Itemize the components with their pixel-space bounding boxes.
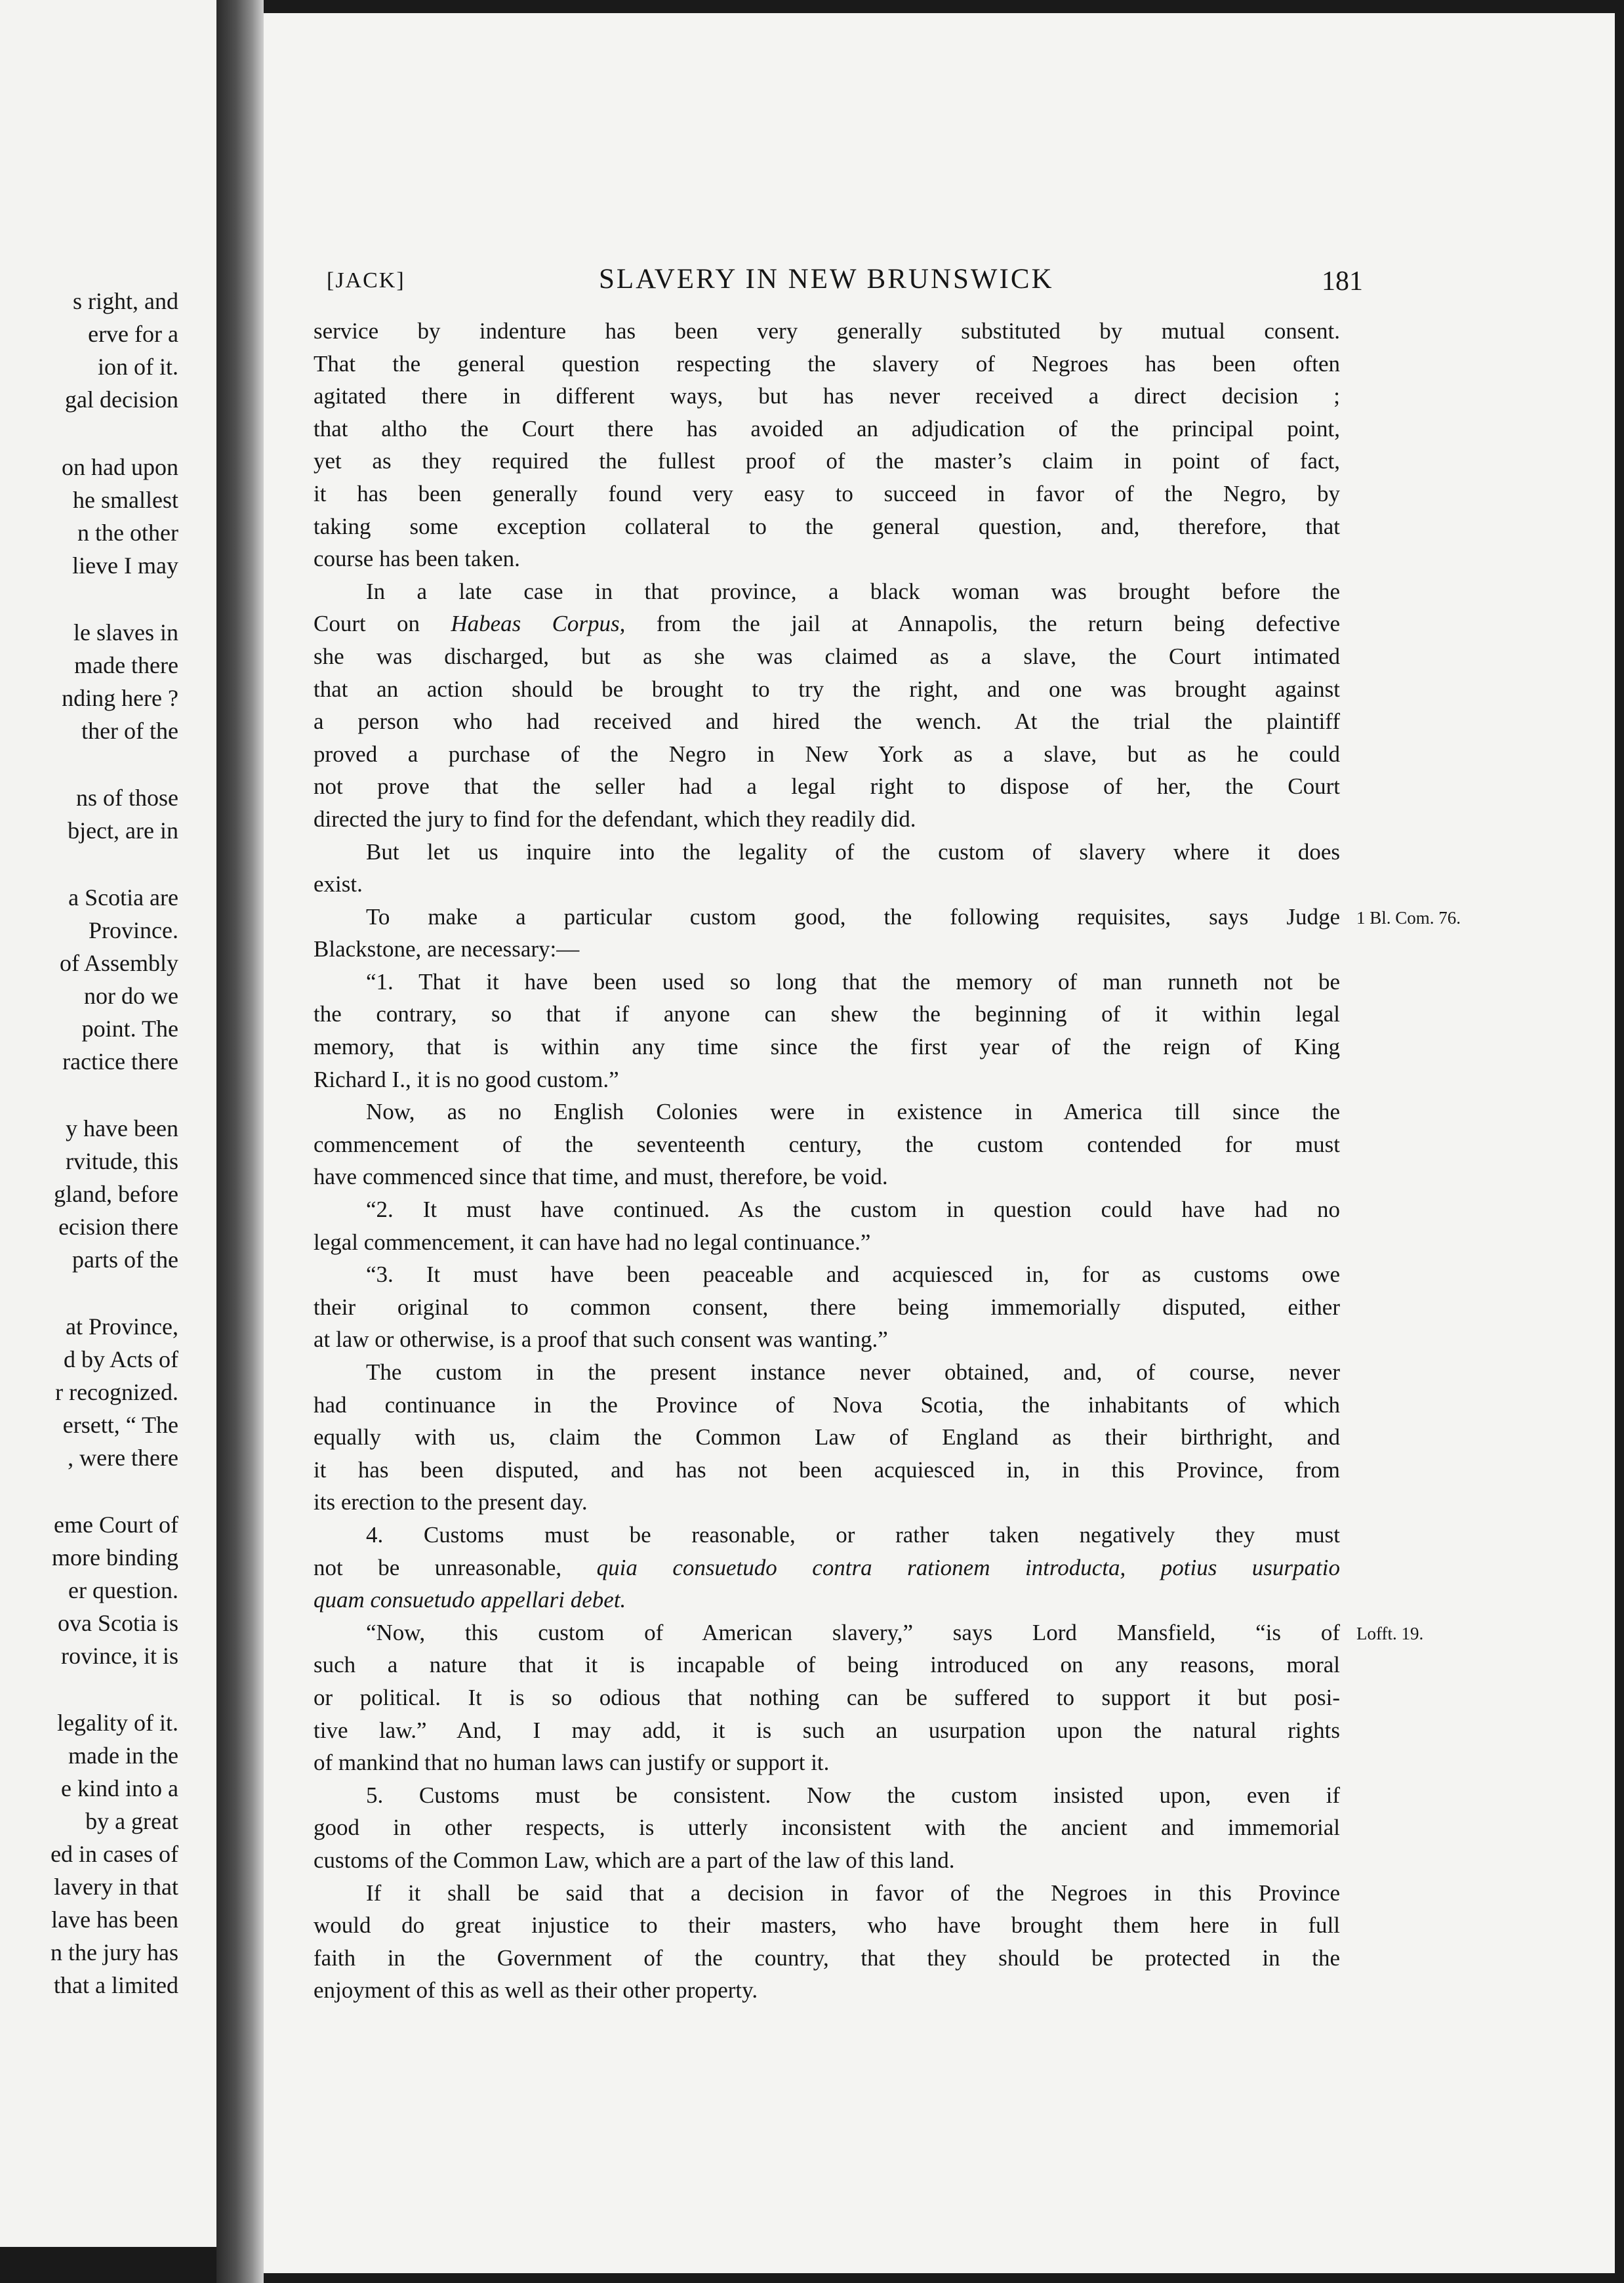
prev-page-line: lave has been <box>51 1906 178 1933</box>
text-line <box>314 543 1340 575</box>
prev-page-line: nding here ? <box>62 685 178 711</box>
line-text: good in other respects, is utterly inconsistent with the ancient and immemorial <box>314 1815 1340 1841</box>
prev-page-line: n the jury has <box>51 1939 178 1965</box>
text-line <box>314 380 1340 413</box>
header-author: [JACK] <box>327 268 405 293</box>
italic-text: quia consuetudo contra rationem introducta, potius usurpatio <box>596 1554 1340 1580</box>
line-text: of mankind that no human laws can justify or support it. <box>314 1750 830 1776</box>
line-text: course has been taken. <box>314 546 520 572</box>
line-text: But let us inquire into the legality of the custom of slavery where it does <box>366 838 1340 865</box>
line-text: at law or otherwise, is a proof that such consent was wanting.” <box>314 1327 888 1353</box>
italic-text: Habeas Corpus, <box>451 611 626 637</box>
prev-page-line: Province. <box>89 917 178 943</box>
text-line <box>314 315 1340 348</box>
text-line <box>314 1161 1340 1193</box>
text-line <box>314 966 1340 998</box>
line-text: directed the jury to find for the defendant, which they readily did. <box>314 806 916 832</box>
line-text: have commenced since that time, and must, therefore, be void. <box>314 1164 888 1190</box>
prev-page-line: that a limited <box>54 1972 178 1998</box>
previous-page-edge <box>0 0 216 2247</box>
text-line <box>314 933 1340 966</box>
line-text: service by indenture has been very generally substituted by mutual consent. <box>314 318 1340 344</box>
prev-page-line: ns of those <box>76 785 178 811</box>
text-line <box>314 640 1340 673</box>
text-line <box>314 1063 1340 1096</box>
prev-page-line: lavery in that <box>54 1874 178 1900</box>
prev-page-line: bject, are in <box>68 817 178 844</box>
line-text: Blackstone, are necessary:— <box>314 936 580 962</box>
text-line <box>314 1454 1340 1487</box>
text-line <box>314 868 1340 901</box>
text-line <box>314 1096 1340 1128</box>
text-line <box>314 1649 1340 1681</box>
line-text: 4. Customs must be reasonable, or rather taken negatively they must <box>366 1521 1340 1548</box>
line-text: not be unreasonable, <box>314 1554 597 1580</box>
prev-page-line: gal decision <box>65 386 178 413</box>
line-text: their original to common consent, there being immemorially disputed, either <box>314 1294 1340 1320</box>
text-line <box>314 803 1340 836</box>
text-line <box>314 1877 1340 1910</box>
book-gutter <box>216 0 264 2283</box>
prev-page-line: e kind into a <box>61 1775 178 1801</box>
prev-page-line: on had upon <box>62 454 178 480</box>
prev-page-line: rovince, it is <box>61 1643 178 1669</box>
prev-page-line: ersett, “ The <box>62 1412 178 1438</box>
prev-page-line: n the other <box>77 520 178 546</box>
prev-page-line: er question. <box>68 1577 178 1603</box>
prev-page-line: ova Scotia is <box>58 1610 178 1636</box>
line-text: memory, that is within any time since the first year of the reign of King <box>314 1034 1340 1060</box>
text-line <box>314 1811 1340 1844</box>
line-text: taking some exception collateral to the general question, and, therefore, that <box>314 513 1340 539</box>
prev-page-line: le slaves in <box>73 619 178 646</box>
text-line <box>314 1356 1340 1389</box>
line-text: it has been generally found very easy to succeed in favor of the Negro, by <box>314 480 1340 506</box>
text-line <box>314 1323 1340 1356</box>
text-line <box>314 1714 1340 1747</box>
prev-page-line: point. The <box>81 1016 178 1042</box>
line-text: such a nature that it is incapable of being introduced on any reasons, moral <box>314 1652 1340 1678</box>
line-text: the contrary, so that if anyone can shew the beginning of it within legal <box>314 1001 1340 1027</box>
prev-page-line: ed in cases of <box>51 1841 178 1867</box>
text-line <box>314 445 1340 478</box>
line-text: exist. <box>314 871 363 897</box>
prev-page-line: y have been <box>66 1115 178 1142</box>
prev-page-line: made in the <box>68 1742 178 1769</box>
prev-page-line: parts of the <box>72 1246 178 1273</box>
running-header <box>327 259 1363 305</box>
line-text: enjoyment of this as well as their other property. <box>314 1977 758 2004</box>
text-line <box>314 1974 1340 2007</box>
prev-page-line: gland, before <box>54 1181 178 1207</box>
line-text: not prove that the seller had a legal right to dispose of her, the Court <box>314 773 1340 800</box>
line-text: To make a particular custom good, the following requisites, says Judge <box>366 903 1340 930</box>
prev-page-line: ther of the <box>81 718 178 744</box>
line-text: faith in the Government of the country, that they should be protected in the <box>314 1944 1340 1971</box>
line-text: customs of the Common Law, which are a part of the law of this land. <box>314 1847 955 1873</box>
text-line <box>314 1909 1340 1942</box>
prev-page-line: ecision there <box>58 1214 178 1240</box>
line-text: that altho the Court there has avoided an adjudication of the principal point, <box>314 415 1340 442</box>
text-line <box>314 1779 1340 1812</box>
italic-text: quam consuetudo appellari debet. <box>314 1587 626 1613</box>
text-line <box>314 575 1340 608</box>
margin-citation: 1 Bl. Com. 76. <box>1356 907 1461 928</box>
line-text: a person who had received and hired the wench. At the trial the plaintiff <box>314 709 1340 735</box>
line-text: agitated there in different ways, but has never received a direct decision ; <box>314 383 1340 409</box>
text-line <box>314 1258 1340 1291</box>
text-line <box>314 836 1340 869</box>
line-text: proved a purchase of the Negro in New York as a slave, but as he could <box>314 741 1340 767</box>
prev-page-line: s right, and <box>73 288 178 314</box>
text-line <box>314 1226 1340 1259</box>
text-line <box>314 1681 1340 1714</box>
prev-page-line: r recognized. <box>55 1379 178 1405</box>
prev-page-line: of Assembly <box>59 950 178 976</box>
prev-page-line: more binding <box>52 1544 178 1571</box>
line-text: tive law.” And, I may add, it is such an usurpation upon the natural rights <box>314 1717 1340 1743</box>
header-title: SLAVERY IN NEW BRUNSWICK <box>599 264 1054 295</box>
text-line <box>314 770 1340 803</box>
line-text: In a late case in that province, a black woman was brought before the <box>366 578 1340 604</box>
page-number: 181 <box>1322 266 1363 297</box>
line-text: yet as they required the fullest proof of the master’s claim in point of fact, <box>314 448 1340 474</box>
text-line <box>314 705 1340 738</box>
line-text: That the general question respecting the slavery of Negroes has been often <box>314 350 1340 377</box>
line-text: “3. It must have been peaceable and acquiesced in, for as customs owe <box>366 1262 1340 1288</box>
text-line <box>314 1128 1340 1161</box>
text-line <box>314 348 1340 380</box>
line-text: legal commencement, it can have had no legal continuance.” <box>314 1229 871 1255</box>
text-line <box>314 1584 1340 1616</box>
prev-page-line: legality of it. <box>57 1710 178 1736</box>
line-text: The custom in the present instance never obtained, and, of course, never <box>366 1359 1340 1385</box>
prev-page-line: a Scotia are <box>68 884 178 911</box>
line-text: “2. It must have continued. As the custom in question could have had no <box>366 1197 1340 1223</box>
text-line <box>314 1552 1340 1584</box>
line-text: Court on <box>314 611 451 637</box>
prev-page-line: rvitude, this <box>66 1148 178 1174</box>
text-line <box>314 1616 1424 1649</box>
text-line <box>314 510 1340 543</box>
line-text: that an action should be brought to try the right, and one was brought against <box>314 676 1340 702</box>
line-text: commencement of the seventeenth century, the custom contended for must <box>314 1131 1340 1157</box>
line-text: Now, as no English Colonies were in existence in America till since the <box>366 1099 1340 1125</box>
line-text: would do great injustice to their masters, who have brought them here in full <box>314 1912 1340 1939</box>
text-line <box>314 1291 1340 1324</box>
text-line <box>314 1844 1340 1877</box>
text-line <box>314 1519 1340 1552</box>
text-line <box>314 1389 1340 1422</box>
text-line <box>314 901 1461 934</box>
book-page <box>264 13 1615 2273</box>
text-line <box>314 673 1340 706</box>
text-line <box>314 1193 1340 1226</box>
line-text: Richard I., it is no good custom.” <box>314 1066 619 1092</box>
prev-page-line: made there <box>74 652 178 678</box>
prev-page-line: at Province, <box>66 1313 178 1340</box>
line-text: had continuance in the Province of Nova Scotia, the inhabitants of which <box>314 1391 1340 1418</box>
line-text: it has been disputed, and has not been acquiesced in, in this Province, from <box>314 1456 1340 1483</box>
page-body <box>314 315 1461 2007</box>
text-line <box>314 478 1340 510</box>
prev-page-line: eme Court of <box>54 1512 178 1538</box>
prev-page-line: ractice there <box>62 1048 178 1075</box>
line-text: If it shall be said that a decision in favor of the Negroes in this Province <box>366 1880 1340 1906</box>
text-line <box>314 998 1340 1031</box>
line-text: from the jail at Annapolis, the return being defective <box>625 611 1340 637</box>
margin-citation: Lofft. 19. <box>1356 1623 1424 1643</box>
prev-page-line: by a great <box>85 1808 178 1834</box>
prev-page-line: ion of it. <box>98 354 178 380</box>
prev-page-line: nor do we <box>84 983 178 1009</box>
line-text: she was discharged, but as she was claimed as a slave, the Court intimated <box>314 643 1340 669</box>
text-line <box>314 1746 1340 1779</box>
line-text: “1. That it have been used so long that the memory of man runneth not be <box>366 968 1340 995</box>
text-line <box>314 1031 1340 1063</box>
text-line <box>314 1421 1340 1454</box>
text-line <box>314 607 1340 640</box>
line-text: “Now, this custom of American slavery,” says Lord Mansfield, “is of <box>366 1619 1340 1645</box>
text-line <box>314 413 1340 445</box>
prev-page-line: he smallest <box>73 487 178 513</box>
text-line <box>314 1486 1340 1519</box>
prev-page-line: lieve I may <box>72 552 178 579</box>
text-line <box>314 738 1340 771</box>
prev-page-line: , were there <box>68 1445 178 1471</box>
line-text: equally with us, claim the Common Law of England as their birthright, and <box>314 1424 1340 1450</box>
prev-page-line: d by Acts of <box>64 1346 178 1372</box>
prev-page-line: erve for a <box>88 321 178 347</box>
line-text: its erection to the present day. <box>314 1489 588 1515</box>
line-text: or political. It is so odious that nothing can be suffered to support it but posi- <box>314 1684 1340 1710</box>
text-line <box>314 1942 1340 1975</box>
line-text: 5. Customs must be consistent. Now the custom insisted upon, even if <box>366 1782 1340 1808</box>
